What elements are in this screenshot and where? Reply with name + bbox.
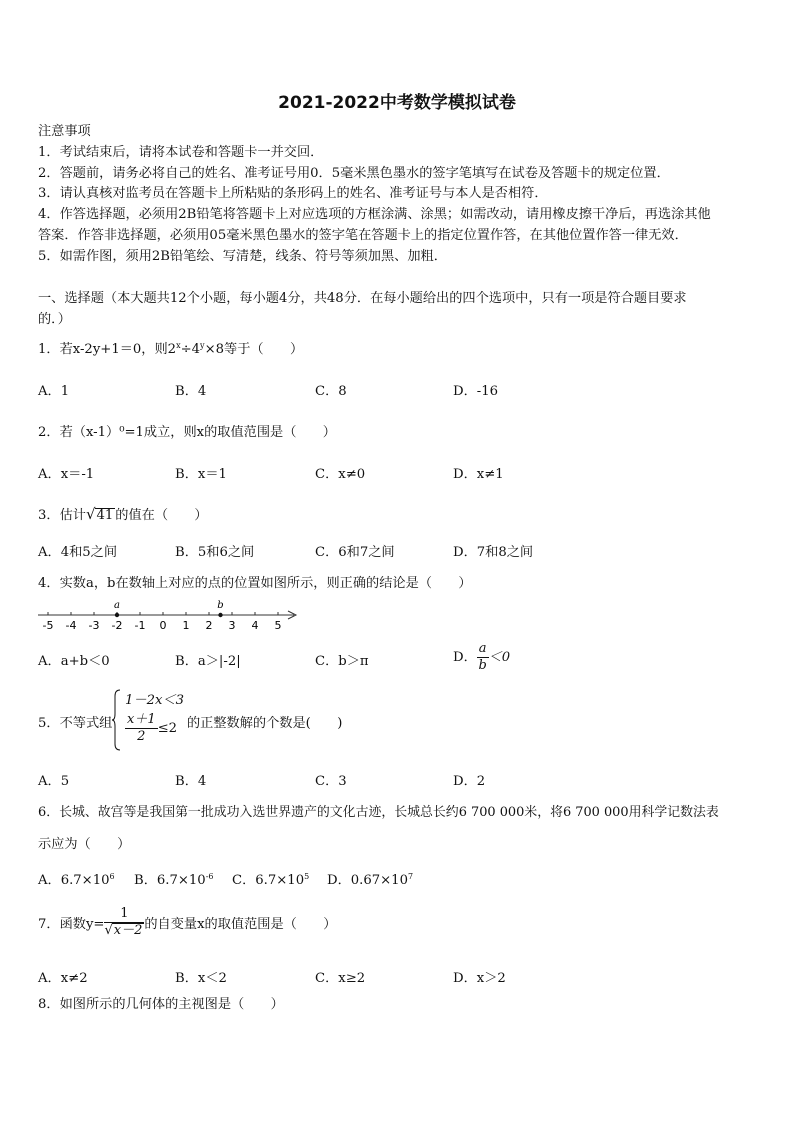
q1-option-d: D．-16 bbox=[453, 384, 498, 399]
q1-option-b: B．4 bbox=[175, 384, 207, 399]
axis-tick-label: -4 bbox=[65, 619, 77, 632]
q6-option-a: A．$6.7\times 10^6$ bbox=[38, 872, 115, 888]
inequality-2: $\frac{x+1}{2}$ ≤2 bbox=[127, 712, 178, 744]
notice-item: 2．答题前，请务必将自己的姓名、准考证号用0．5毫米黑色墨水的签字笔填写在试卷及答题卡的规定位置． bbox=[38, 166, 670, 181]
fraction-a-over-b: $\frac{a}{b}$ bbox=[478, 641, 487, 673]
axis-tick-label: 1 bbox=[182, 619, 190, 632]
point-a-dot bbox=[115, 613, 119, 617]
q7-option-d: D．x＞2 bbox=[453, 971, 506, 986]
question-4-stem: 4．实数a，b在数轴上对应的点的位置如图所示，则正确的结论是（ ） bbox=[38, 576, 472, 591]
q6-option-d: D．$0.67\times 10^7$ bbox=[327, 872, 414, 888]
axis-tick-label: 2 bbox=[205, 619, 213, 632]
q7-option-a: A．x≠2 bbox=[38, 971, 88, 986]
point-b-label: b bbox=[217, 600, 224, 611]
question-5-stem-a: 5．不等式组 bbox=[38, 716, 113, 731]
section-heading-cont: 的．） bbox=[38, 312, 71, 327]
fraction-function: $\frac{1}{√x-2}$ bbox=[104, 906, 143, 938]
point-b-dot bbox=[218, 613, 222, 617]
question-5-stem-b: 的正整数解的个数是( ) bbox=[187, 716, 343, 731]
q3-option-d: D．7和8之间 bbox=[453, 545, 534, 560]
section-heading: 一、选择题（本大题共12个小题，每小题4分，共48分．在每小题给出的四个选项中，只有一项是符合题目要求 bbox=[38, 291, 687, 306]
q5-option-b: B．4 bbox=[175, 774, 207, 789]
axis-tick-label: -3 bbox=[88, 619, 100, 632]
question-3-stem: 3．估计√41 的值在（ ） bbox=[38, 505, 208, 523]
q6-option-b: B．$6.7\times 10^{-6}$ bbox=[134, 872, 214, 888]
q2-option-a: A．x＝-1 bbox=[38, 467, 95, 482]
sqrt-radicand: 41 bbox=[96, 508, 114, 523]
q2-option-d: D．x≠1 bbox=[453, 467, 504, 482]
q7-option-b: B．x＜2 bbox=[175, 971, 227, 986]
axis-tick-label: -5 bbox=[42, 619, 54, 632]
axis-tick-label: 4 bbox=[251, 619, 259, 632]
q6-option-c: C．$6.7\times 10^5$ bbox=[232, 872, 310, 888]
axis-tick-label: -1 bbox=[134, 619, 146, 632]
notice-item: 3．请认真核对监考员在答题卡上所粘贴的条形码上的姓名、准考证号与本人是否相符． bbox=[38, 186, 548, 201]
q5-option-a: A．5 bbox=[38, 774, 70, 789]
q1-option-c: C．8 bbox=[315, 384, 347, 399]
question-8-stem: 8．如图所示的几何体的主视图是（ ） bbox=[38, 997, 284, 1012]
question-7-stem: 7．函数y= $\frac{1}{√x-2}$ 的自变量x的取值范围是（ ） bbox=[38, 906, 337, 938]
axis-tick-label: 5 bbox=[274, 619, 282, 632]
question-6-stem: 6．长城、故宫等是我国第一批成功入选世界遗产的文化古迹，长城总长约6 700 000米，将6 700 000用科学记数法表 bbox=[38, 805, 719, 820]
q5-option-c: C．3 bbox=[315, 774, 347, 789]
number-line-figure bbox=[36, 595, 302, 635]
question-6-stem-cont: 示应为（ ） bbox=[38, 837, 131, 852]
q4-option-d: D． $\frac{a}{b}$ ＜0 bbox=[453, 641, 511, 673]
q3-option-a: A．4和5之间 bbox=[38, 545, 118, 560]
axis-tick-label: 0 bbox=[159, 619, 167, 632]
q7-option-c: C．x≥2 bbox=[315, 971, 366, 986]
axis-tick-label: -2 bbox=[111, 619, 123, 632]
q2-option-b: B．x＝1 bbox=[175, 467, 227, 482]
notice-item: 4．作答选择题，必须用2B铅笔将答题卡上对应选项的方框涂满、涂黑；如需改动，请用橡皮擦干净后，再选涂其他 bbox=[38, 207, 711, 222]
brace-icon bbox=[112, 688, 122, 752]
q4-option-a: A．a+b＜0 bbox=[38, 654, 110, 669]
q4-option-c: C．b＞π bbox=[315, 654, 369, 669]
point-a-label: a bbox=[114, 600, 120, 611]
q2-option-c: C．x≠0 bbox=[315, 467, 366, 482]
notice-item: 5．如需作图，须用2B铅笔绘、写清楚，线条、符号等须加黑、加粗． bbox=[38, 249, 447, 264]
notice-heading: 注意事项 bbox=[38, 124, 91, 139]
q1-option-a: A．1 bbox=[38, 384, 70, 399]
q3-option-c: C．6和7之间 bbox=[315, 545, 395, 560]
q5-option-d: D．2 bbox=[453, 774, 486, 789]
question-1-stem: 1．若x-2y+1＝0，则$2^x\div 4^y\times 8$等于（ ） bbox=[38, 341, 304, 357]
page-title: 2021-2022中考数学模拟试卷 bbox=[278, 93, 516, 113]
inequality-1: 1－2x＜3 bbox=[125, 693, 184, 708]
q3-option-b: B．5和6之间 bbox=[175, 545, 255, 560]
question-2-stem: 2．若（x-1）⁰=1成立，则x的取值范围是（ ） bbox=[38, 425, 336, 440]
q4-option-b: B．a＞|-2| bbox=[175, 654, 241, 669]
notice-item: 答案．作答非选择题，必须用05毫米黑色墨水的签字笔在答题卡上的指定位置作答，在其他位置作答一律无效． bbox=[38, 228, 688, 243]
notice-item: 1．考试结束后，请将本试卷和答题卡一并交回． bbox=[38, 145, 324, 160]
axis-tick-label: 3 bbox=[228, 619, 236, 632]
